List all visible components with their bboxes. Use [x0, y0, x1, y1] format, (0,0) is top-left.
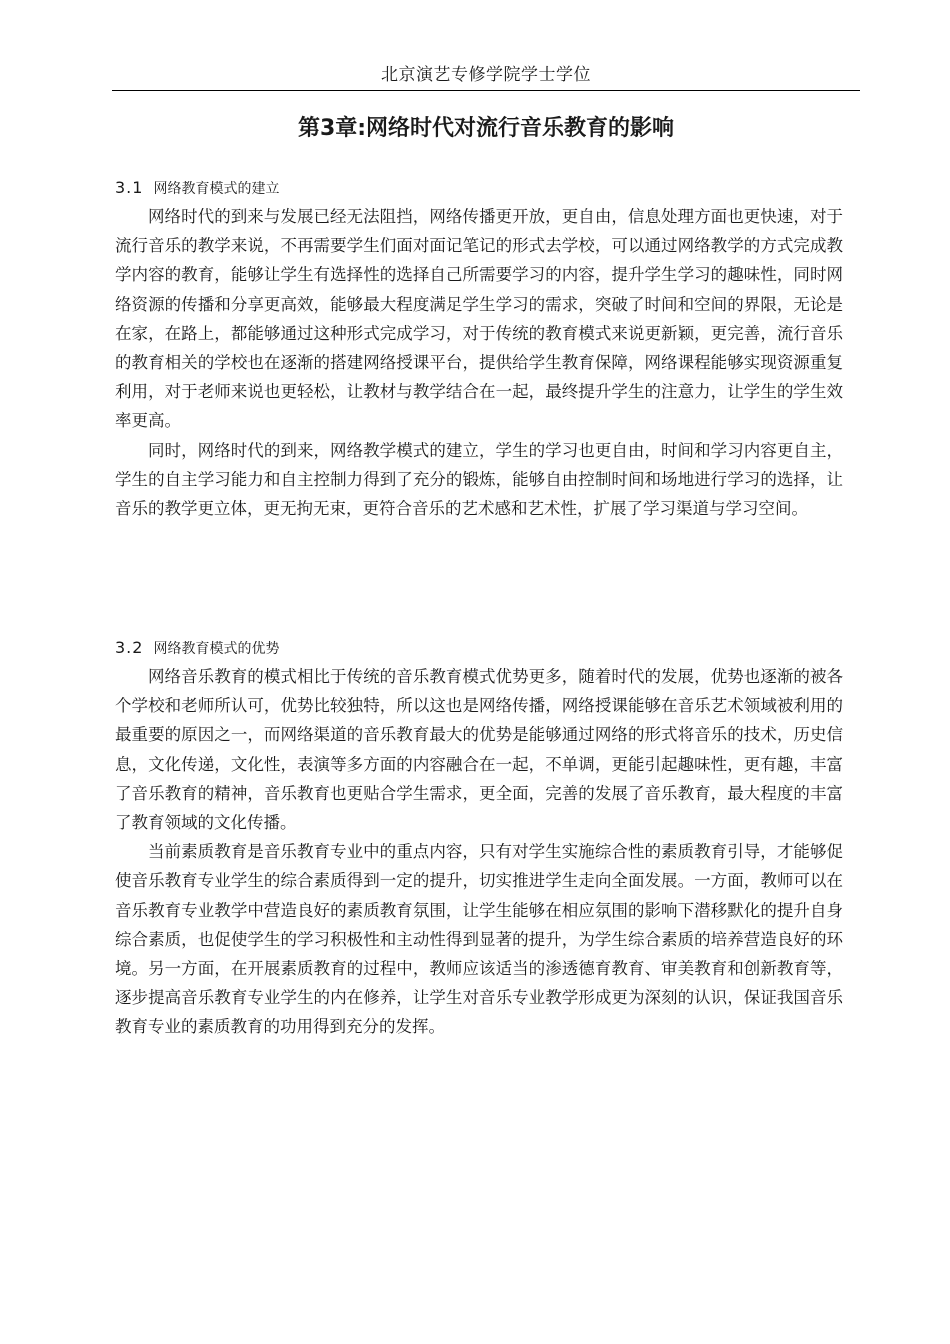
section-body-3-2 [115, 662, 843, 1042]
paragraph: 当前素质教育是音乐教育专业中的重点内容，只有对学生实施综合性的素质教育引导，才能够促使音乐教育专业学生的综合素质得到一定的提升，切实推进学生走向全面发展。一方面，教师可以在音乐教育专业教学中营造良好的素质教育氛围，让学生能够在相应氛围的影响下潜移默化的提升自身综合素质，也促使学生的学习积极性和主动性得到显著的提升，为学生综合素质的培养营造良好的环境。另一方面，在开展素质教育的过程中，教师应该适当的渗透德育教育、审美教育和创新教育等，逐步提高音乐教育专业学生的内在修养，让学生对音乐专业教学形成更为深刻的认识，保证我国音乐教育专业的素质教育的功用得到充分的发挥。 [115, 842, 843, 1037]
header-rule [112, 90, 860, 91]
section-number: 3.1 [115, 178, 144, 197]
section-title: 网络教育模式的优势 [153, 641, 280, 657]
section-heading-3-2 [115, 638, 855, 659]
section-body-3-1 [115, 202, 843, 523]
paragraph: 网络时代的到来与发展已经无法阻挡，网络传播更开放，更自由，信息处理方面也更快速，对于流行音乐的教学来说，不再需要学生们面对面记笔记的形式去学校，可以通过网络教学的方式完成教学内容的教育，能够让学生有选择性的选择自己所需要学习的内容，提升学生学习的趣味性，同时网络资源的传播和分享更高效，能够最大程度满足学生学习的需求，突破了时间和空间的界限，无论是在家，在路上，都能够通过这种形式完成学习，对于传统的教育模式来说更新颖，更完善，流行音乐的教育相关的学校也在逐渐的搭建网络授课平台，提供给学生教育保障，网络课程能够实现资源重复利用，对于老师来说也更轻松，让教材与教学结合在一起，最终提升学生的注意力，让学生的学生效率更高。 [115, 207, 843, 431]
section-title: 网络教育模式的建立 [153, 181, 280, 197]
section-number: 3.2 [115, 638, 144, 657]
paragraph: 同时，网络时代的到来，网络教学模式的建立，学生的学习也更自由，时间和学习内容更自主，学生的自主学习能力和自主控制力得到了充分的锻炼，能够自由控制时间和场地进行学习的选择，让音乐的教学更立体，更无拘无束，更符合音乐的艺术感和艺术性，扩展了学习渠道与学习空间。 [115, 440, 843, 519]
section-heading-3-1 [115, 178, 855, 199]
running-header: 北京演艺专修学院学士学位 [381, 65, 591, 85]
paragraph: 网络音乐教育的模式相比于传统的音乐教育模式优势更多，随着时代的发展，优势也逐渐的被各个学校和老师所认可，优势比较独特，所以这也是网络传播，网络授课能够在音乐艺术领域被利用的最重要的原因之一，而网络渠道的音乐教育最大的优势是能够通过网络的形式将音乐的技术，历史信息，文化传递，文化性，表演等多方面的内容融合在一起，不单调，更能引起趣味性，更有趣，丰富了音乐教育的精神，音乐教育也更贴合学生需求，更全面，完善的发展了音乐教育，最大程度的丰富了教育领域的文化传播。 [115, 667, 843, 833]
chapter-title: 第3章:网络时代对流行音乐教育的影响 [297, 116, 675, 141]
